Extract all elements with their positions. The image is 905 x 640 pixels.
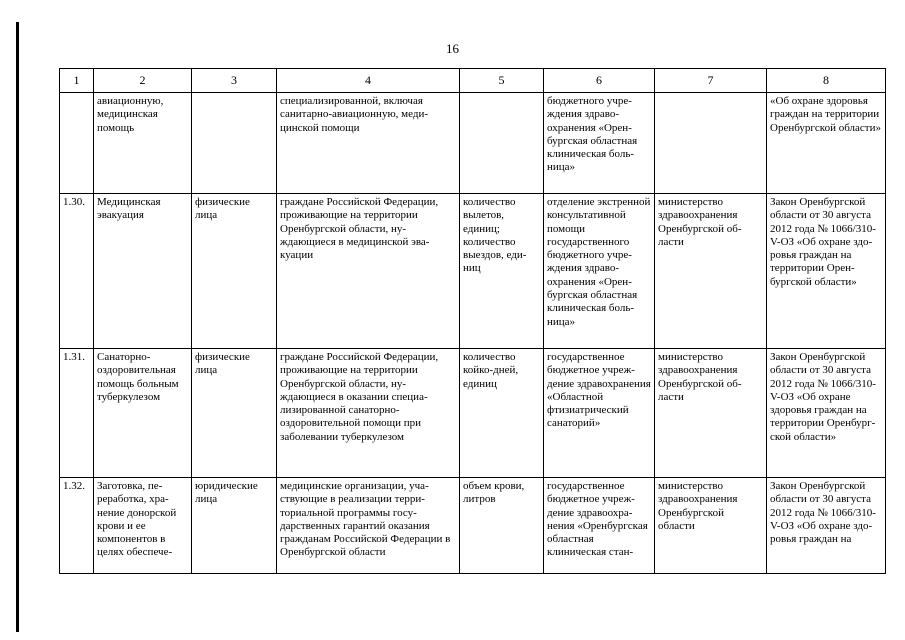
recipient-description-cell: граждане Российской Федерации, проживающие на территории Оренбургской области, нуждающиеся в оказании специализированной санаторно-оздоровительной помощи при заболевании туберкулезом: [277, 349, 460, 478]
responsible-authority-cell: министерство здравоохранения Оренбургской области: [655, 478, 767, 574]
volume-indicator-cell: [460, 93, 544, 194]
responsible-authority-cell: министерство здравоохранения Оренбургской области: [655, 349, 767, 478]
header-col-3: 3: [192, 69, 277, 93]
provider-institution-cell: государственное бюджетное учреждение здравохранения «Областной фтизиатрический санаторий»: [544, 349, 655, 478]
page-number: 16: [446, 41, 459, 56]
header-col-5: 5: [460, 69, 544, 93]
row-number: 1.30.: [60, 194, 94, 349]
table-row: [60, 93, 886, 194]
row-number: [60, 93, 94, 194]
table-header-row: [60, 69, 886, 93]
header-col-6: 6: [544, 69, 655, 93]
consumer-category-cell: юридические лица: [192, 478, 277, 574]
header-col-8: 8: [767, 69, 886, 93]
table-row: [60, 194, 886, 349]
provider-institution-cell: отделение экстренной консультативной помощи государственного бюджетного учреждения здравоохранения «Оренбургская областная клиническая больница»: [544, 194, 655, 349]
row-number: 1.31.: [60, 349, 94, 478]
binder-edge-line: [16, 22, 19, 632]
consumer-category-cell: физические лица: [192, 349, 277, 478]
header-col-2: 2: [94, 69, 192, 93]
provider-institution-cell: бюджетного учреждения здравоохранения «Оренбургская областная клиническая больница»: [544, 93, 655, 194]
legal-basis-cell: Закон Оренбургской области от 30 августа 2012 года № 1066/310-V-ОЗ «Об охране здоровья граждан на территории Оренбургской области»: [767, 349, 886, 478]
service-name-cell: Санаторно-оздоровительная помощь больным туберкулезом: [94, 349, 192, 478]
header-col-1: 1: [60, 69, 94, 93]
responsible-authority-cell: [655, 93, 767, 194]
volume-indicator-cell: объем крови, литров: [460, 478, 544, 574]
service-name-cell: Медицинская эвакуация: [94, 194, 192, 349]
services-table: [59, 68, 886, 574]
service-name-cell: авиационную, медицинская помощь: [94, 93, 192, 194]
table-row: [60, 349, 886, 478]
table-row: [60, 478, 886, 574]
service-name-cell: Заготовка, переработка, хранение донорской крови и ее компонентов в целях обеспече-: [94, 478, 192, 574]
responsible-authority-cell: министерство здравоохранения Оренбургской области: [655, 194, 767, 349]
legal-basis-cell: Закон Оренбургской области от 30 августа 2012 года № 1066/310-V-ОЗ «Об охране здоровья граждан на: [767, 478, 886, 574]
consumer-category-cell: [192, 93, 277, 194]
header-col-7: 7: [655, 69, 767, 93]
legal-basis-cell: «Об охране здоровья граждан на территории Оренбургской области»: [767, 93, 886, 194]
legal-basis-cell: Закон Оренбургской области от 30 августа 2012 года № 1066/310-V-ОЗ «Об охране здоровья граждан на территории Оренбургской области»: [767, 194, 886, 349]
recipient-description-cell: граждане Российской Федерации, проживающие на территории Оренбургской области, нуждающиеся в медицинской эвакуации: [277, 194, 460, 349]
volume-indicator-cell: количество койко-дней, единиц: [460, 349, 544, 478]
volume-indicator-cell: количество вылетов, единиц; количество выездов, единиц: [460, 194, 544, 349]
recipient-description-cell: медицинские организации, участвующие в реализации территориальной программы государственных гарантий оказания гражданам Российской Федерации в Оренбургской области: [277, 478, 460, 574]
recipient-description-cell: специализированной, включая санитарно-авиационную, медицинской помощи: [277, 93, 460, 194]
consumer-category-cell: физические лица: [192, 194, 277, 349]
header-col-4: 4: [277, 69, 460, 93]
row-number: 1.32.: [60, 478, 94, 574]
provider-institution-cell: государственное бюджетное учреждение здравоохранения «Оренбургская областная клиническая стан-: [544, 478, 655, 574]
